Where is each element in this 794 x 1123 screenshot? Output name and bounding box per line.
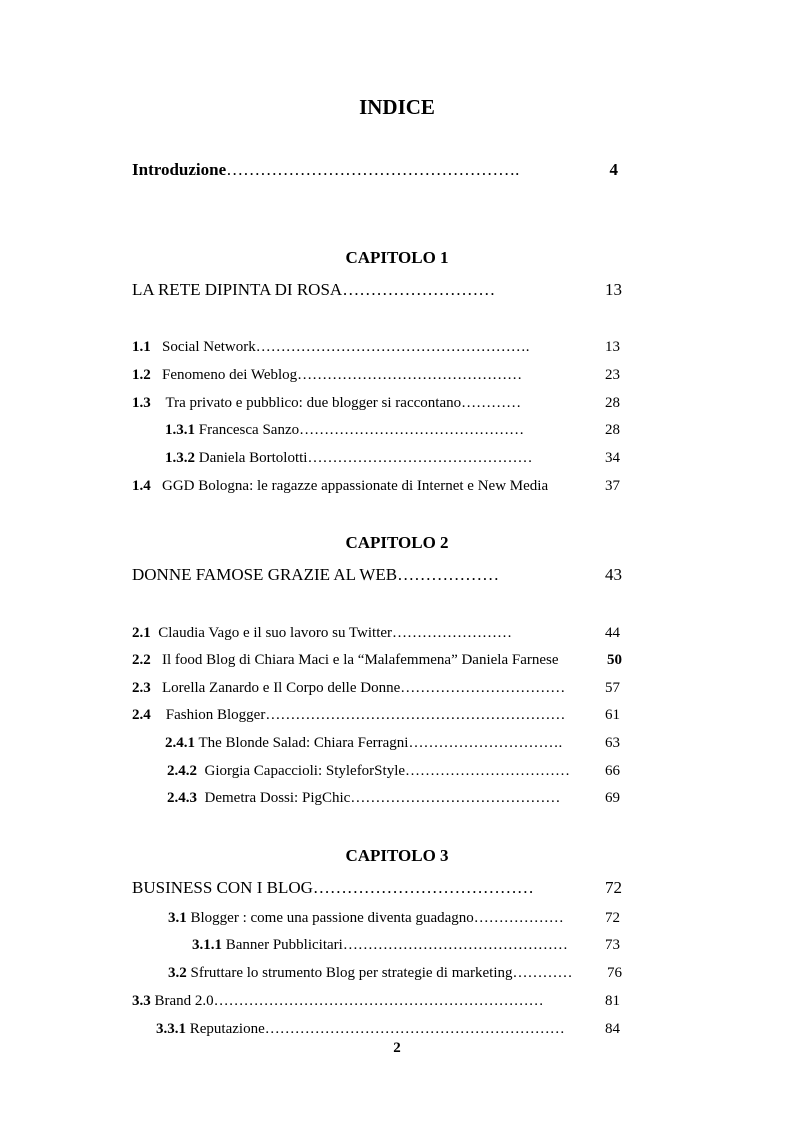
chapter-2-title-text: DONNE FAMOSE GRAZIE AL WEB	[132, 565, 398, 584]
toc-entry-page: 34	[605, 450, 620, 466]
toc-intro[interactable]	[132, 160, 519, 180]
toc-entry-text: The Blonde Salad: Chiara Ferragni	[198, 735, 409, 751]
chapter-3-page: 72	[605, 878, 622, 897]
toc-entry-text: Lorella Zanardo e Il Corpo delle Donne	[162, 680, 401, 696]
toc-entry-page: 44	[605, 625, 620, 641]
toc-entry-page: 61	[605, 707, 620, 723]
toc-entry-dots: ………………………………………	[297, 367, 523, 383]
toc-entry-num: 3.3.1	[156, 1021, 186, 1037]
toc-entry-dots: ……………………………………………………	[265, 707, 566, 723]
toc-entry-page: 28	[605, 395, 620, 411]
toc-entry-num: 3.1.1	[192, 937, 222, 953]
toc-entry[interactable]	[168, 910, 564, 927]
toc-entry[interactable]	[167, 790, 560, 807]
toc-entry-page: 81	[605, 993, 620, 1009]
toc-entry-text: Demetra Dossi: PigChic	[204, 790, 351, 806]
toc-entry-text: Fenomeno dei Weblog	[162, 367, 298, 383]
toc-entry-text: Sfruttare lo strumento Blog per strategie di marketing	[190, 965, 513, 981]
toc-intro-label: Introduzione	[132, 160, 227, 179]
toc-entry[interactable]	[156, 1021, 565, 1038]
toc-entry[interactable]	[132, 478, 548, 495]
toc-entry-text: Blogger : come una passione diventa guadagno	[190, 910, 474, 926]
toc-entry-dots: ……………………………	[405, 763, 571, 779]
toc-entry-page: 63	[605, 735, 620, 751]
toc-entry-dots: …………	[461, 395, 522, 411]
toc-entry-num: 3.2	[168, 965, 187, 981]
chapter-3-title-text: BUSINESS CON I BLOG	[132, 878, 313, 897]
toc-entry-text: Il food Blog di Chiara Maci e la “Malafemmena” Daniela Farnese	[162, 652, 559, 668]
toc-entry[interactable]	[132, 652, 559, 669]
chapter-1-heading: CAPITOLO 1	[345, 248, 449, 267]
toc-entry-page: 76	[607, 965, 622, 981]
toc-entry[interactable]	[167, 763, 570, 780]
toc-entry-num: 1.1	[132, 339, 151, 355]
toc-entry[interactable]	[132, 367, 522, 384]
toc-entry-dots: ………………………………………	[299, 422, 525, 438]
toc-entry-page: 84	[605, 1021, 620, 1037]
chapter-1-title-text: LA RETE DIPINTA DI ROSA	[132, 280, 343, 299]
chapter-3-title[interactable]	[132, 878, 534, 898]
toc-entry-num: 1.3	[132, 395, 151, 411]
toc-entry-num: 1.3.2	[165, 450, 195, 466]
toc-entry-page: 28	[605, 422, 620, 438]
toc-entry-text: Fashion Blogger	[165, 707, 266, 723]
toc-entry[interactable]	[132, 339, 529, 356]
toc-entry-num: 2.4.2	[167, 763, 197, 779]
toc-entry[interactable]	[165, 450, 532, 467]
toc-entry-num: 2.4.3	[167, 790, 197, 806]
toc-entry-num: 1.2	[132, 367, 151, 383]
toc-entry-num: 2.1	[132, 625, 151, 641]
toc-entry-num: 2.3	[132, 680, 151, 696]
toc-entry[interactable]	[165, 735, 562, 752]
toc-entry-page: 37	[605, 478, 620, 494]
toc-entry[interactable]	[132, 625, 512, 642]
toc-entry-num: 2.4.1	[165, 735, 195, 751]
chapter-3-heading: CAPITOLO 3	[345, 846, 449, 865]
toc-entry-dots: ……………………………………………….	[255, 339, 530, 355]
toc-intro-dots: …………………………………………….	[226, 160, 520, 179]
toc-entry-dots: ……………………	[392, 625, 513, 641]
toc-entry-text: Brand 2.0	[154, 993, 214, 1009]
toc-intro-page: 4	[609, 160, 618, 179]
toc-entry-page: 50	[607, 652, 622, 668]
toc-entry-dots: …………	[512, 965, 573, 981]
toc-entry[interactable]	[132, 707, 565, 724]
chapter-2-page: 43	[605, 565, 622, 584]
chapter-1-page: 13	[605, 280, 622, 299]
page-title: INDICE	[359, 95, 435, 119]
chapter-1-dots: ………………………	[342, 280, 496, 299]
toc-entry-num: 3.3	[132, 993, 151, 1009]
toc-entry-dots: ………………	[473, 910, 564, 926]
toc-entry-dots: ……………………………………………………	[264, 1021, 565, 1037]
toc-entry-page: 73	[605, 937, 620, 953]
toc-entry-dots: ………………………………………	[342, 937, 568, 953]
toc-entry-page: 13	[605, 339, 620, 355]
toc-entry-num: 1.3.1	[165, 422, 195, 438]
toc-entry-dots: ……………………………	[400, 680, 566, 696]
toc-entry-num: 2.2	[132, 652, 151, 668]
chapter-2-title[interactable]	[132, 565, 499, 585]
page-number: 2	[393, 1040, 401, 1056]
toc-entry-text: Claudia Vago e il suo lavoro su Twitter	[158, 625, 393, 641]
toc-entry-page: 72	[605, 910, 620, 926]
chapter-3-dots: …………………………………	[312, 878, 534, 897]
toc-entry-dots: …………………………………………………………	[213, 993, 544, 1009]
toc-entry-text: Francesca Sanzo	[198, 422, 300, 438]
chapter-2-dots: ………………	[397, 565, 500, 584]
toc-entry-page: 23	[605, 367, 620, 383]
toc-entry-text: Reputazione	[189, 1021, 265, 1037]
toc-entry-dots: ………………………………………	[307, 450, 533, 466]
chapter-1-title[interactable]	[132, 280, 495, 300]
toc-entry[interactable]	[165, 422, 524, 439]
toc-entry-num: 1.4	[132, 478, 151, 494]
toc-entry[interactable]	[132, 680, 565, 697]
toc-entry-page: 57	[605, 680, 620, 696]
toc-entry-text: Giorgia Capaccioli: StyleforStyle	[204, 763, 406, 779]
toc-entry-dots: ………………………….	[408, 735, 563, 751]
toc-entry-text: GGD Bologna: le ragazze appassionate di Internet e New Media	[162, 478, 549, 494]
toc-entry-page: 66	[605, 763, 620, 779]
toc-entry-num: 2.4	[132, 707, 151, 723]
toc-entry-text: Social Network	[162, 339, 256, 355]
toc-entry[interactable]	[132, 395, 521, 412]
chapter-2-heading: CAPITOLO 2	[345, 533, 449, 552]
toc-entry[interactable]	[192, 937, 568, 954]
toc-entry-text: Tra privato e pubblico: due blogger si raccontano	[165, 395, 462, 411]
toc-entry[interactable]	[168, 965, 573, 982]
toc-entry[interactable]	[132, 993, 544, 1010]
toc-entry-num: 3.1	[168, 910, 187, 926]
toc-entry-text: Daniela Bortolotti	[198, 450, 308, 466]
toc-entry-text: Banner Pubblicitari	[225, 937, 343, 953]
toc-entry-page: 69	[605, 790, 620, 806]
toc-entry-dots: ……………………………………	[350, 790, 561, 806]
